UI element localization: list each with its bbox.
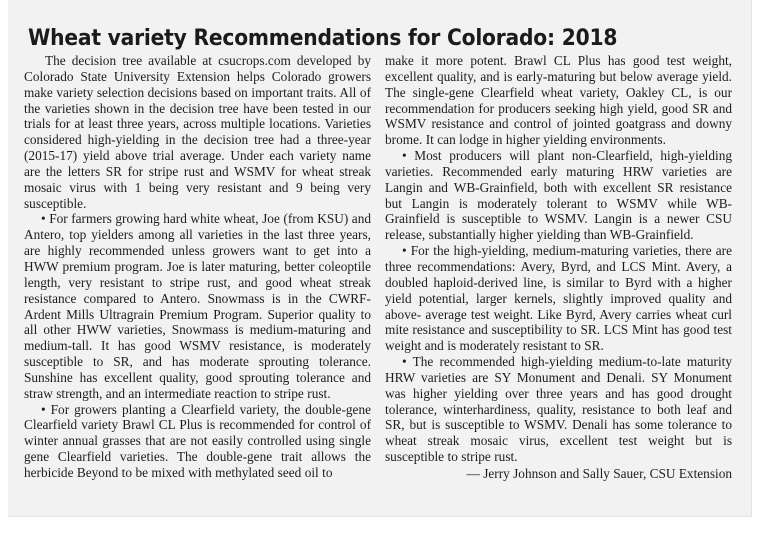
article-columns <box>24 53 732 505</box>
paragraph: • For farmers growing hard white wheat, Joe (from KSU) and Antero, top yielders among all varieties in the last three years, are highly recommended unless growers want to get into a HWW premium program. Joe is later maturing, better coleoptile length, very resistant to stripe rust, and good wheat streak resistance compared to Antero. Snowmass is in the CWRF-Ardent Mills Ultragrain Premium Program. Superior quality to all other HWW varieties, Snowmass is medium-maturing and medium-tall. It has good WSMV resistance, is moderately susceptible to SR, and has moderate sprouting tolerance. Sunshine has excellent quality, good sprouting tolerance and straw strength, and an intermediate reaction to stripe rust. <box>24 211 371 401</box>
paragraph: • For the high-yielding, medium-maturing varieties, there are three recommendations: Avery, Byrd, and LCS Mint. Avery, a doubled haploid-derived line, is similar to Byrd with a higher yield potential, larger kernels, slightly improved quality and above- average test weight. Like Byrd, Avery carries wheat curl mite resistance and susceptibility to SR. LCS Mint has good test weight and is moderately resistant to SR. <box>385 243 732 354</box>
panel-bottom-edge <box>8 516 752 517</box>
paragraph: • The recommended high-yielding medium-to-late maturity HRW varieties are SY Monument and Denali. SY Monument was higher yielding over three years and has good drought tolerance, winterhardiness, quality, resistance to both leaf and SR, but is susceptible to WSMV. Denali has some tolerance to wheat streak mosaic virus, excellent test weight but is susceptible to stripe rust. <box>385 354 732 465</box>
panel-right-edge <box>751 0 752 517</box>
paragraph: make it more potent. Brawl CL Plus has good test weight, excellent quality, and is early-maturing but below average yield. The single-gene Clearfield wheat variety, Oakley CL, is our recommendation for producers seeking high yield, good SR and WSMV resistance and control of jointed goatgrass and downy brome. It can lodge in higher yielding environments. <box>385 53 732 148</box>
paragraph: The decision tree available at csucrops.com developed by Colorado State University Extension helps Colorado growers make variety selection decisions based on important traits. All of the varieties shown in the decision tree have been tested in our trials for at least three years, across multiple locations. Varieties considered high-yielding in the decision tree had a three-year (2015-17) yield above trial average. Under each variety name are the letters SR for stripe rust and WSMV for wheat streak mosaic virus with 1 being very resistant and 9 being very susceptible. <box>24 53 371 211</box>
paragraph: • Most producers will plant non-Clearfield, high-yielding varieties. Recommended early maturing HRW varieties are Langin and WB-Grainfield, both with excellent SR resistance but Langin is moderately tolerant to WSMV while WB-Grainfield is susceptible to WSMV. Langin is a newer CSU release, substantially higher yielding than WB-Grainfield. <box>385 148 732 243</box>
page-title: Wheat variety Recommendations for Colorado: 2018 <box>28 25 618 52</box>
paragraph: • For growers planting a Clearfield variety, the double-gene Clearfield variety Brawl CL Plus is recommended for control of winter annual grasses that are not easily controlled using single gene Clearfield varieties. The double-gene trait allows the herbicide Beyond to be mixed with methylated seed oil to <box>24 401 371 480</box>
column-left <box>24 53 371 505</box>
column-right <box>385 53 732 505</box>
article-byline: — Jerry Johnson and Sally Sauer, CSU Extension <box>466 465 732 481</box>
